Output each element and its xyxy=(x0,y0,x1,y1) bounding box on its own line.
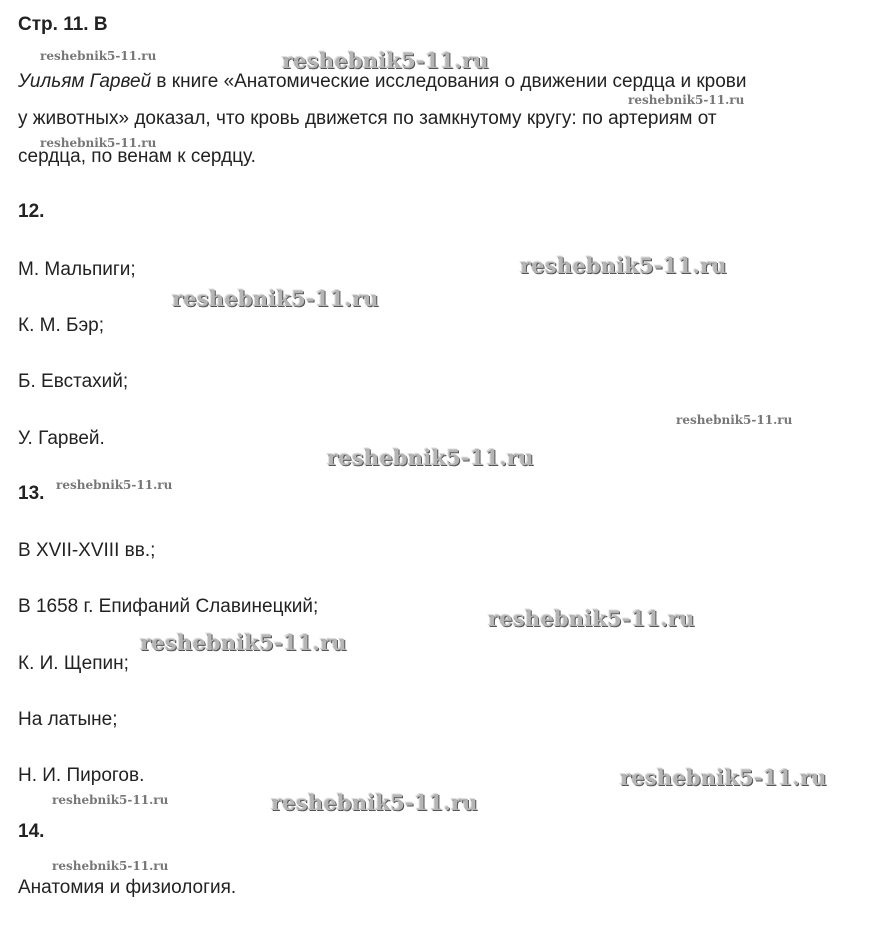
author-name: Уильям Гарвей xyxy=(18,71,152,92)
watermark: reshebnik5-11.ru xyxy=(620,765,827,790)
watermark: reshebnik5-11.ru xyxy=(40,136,157,150)
watermark: reshebnik5-11.ru xyxy=(56,478,173,492)
q13-answer-3: К. И. Щепин; xyxy=(18,653,129,674)
paragraph-line-1-rest: в книге «Анатомические исследования о движении сердца и крови xyxy=(151,71,747,92)
watermark: reshebnik5-11.ru xyxy=(676,413,793,427)
watermark: reshebnik5-11.ru xyxy=(40,49,157,63)
watermark: reshebnik5-11.ru xyxy=(140,630,347,655)
question-13-number: 13. xyxy=(18,483,45,504)
q13-answer-1: В XVII-XVIII вв.; xyxy=(18,540,156,561)
q13-answer-2: В 1658 г. Епифаний Славинецкий; xyxy=(18,596,319,617)
watermark: reshebnik5-11.ru xyxy=(52,793,169,807)
q14-answer-1: Анатомия и физиология. xyxy=(18,877,237,898)
q13-answer-4: На латыне; xyxy=(18,709,118,730)
q13-answer-5: Н. И. Пирогов. xyxy=(18,765,145,786)
watermark: reshebnik5-11.ru xyxy=(52,859,169,873)
watermark: reshebnik5-11.ru xyxy=(327,445,534,470)
question-12-number: 12. xyxy=(18,201,45,222)
watermark: reshebnik5-11.ru xyxy=(520,253,727,278)
paragraph-line-3: сердца, по венам к сердцу. xyxy=(18,146,256,167)
watermark: reshebnik5-11.ru xyxy=(488,606,695,631)
page-heading: Стр. 11. В xyxy=(18,14,108,35)
watermark: reshebnik5-11.ru xyxy=(282,48,489,73)
q12-answer-2: К. М. Бэр; xyxy=(18,315,105,336)
question-14-number: 14. xyxy=(18,821,45,842)
q12-answer-3: Б. Евстахий; xyxy=(18,371,129,392)
watermark: reshebnik5-11.ru xyxy=(628,93,745,107)
q12-answer-4: У. Гарвей. xyxy=(18,428,105,449)
paragraph-line-2: у животных» доказал, что кровь движется по замкнутому кругу: по артериям от xyxy=(18,108,717,129)
watermark: reshebnik5-11.ru xyxy=(271,790,478,815)
q12-answer-1: М. Мальпиги; xyxy=(18,259,136,280)
watermark: reshebnik5-11.ru xyxy=(172,286,379,311)
paragraph-line-1 xyxy=(18,71,747,93)
